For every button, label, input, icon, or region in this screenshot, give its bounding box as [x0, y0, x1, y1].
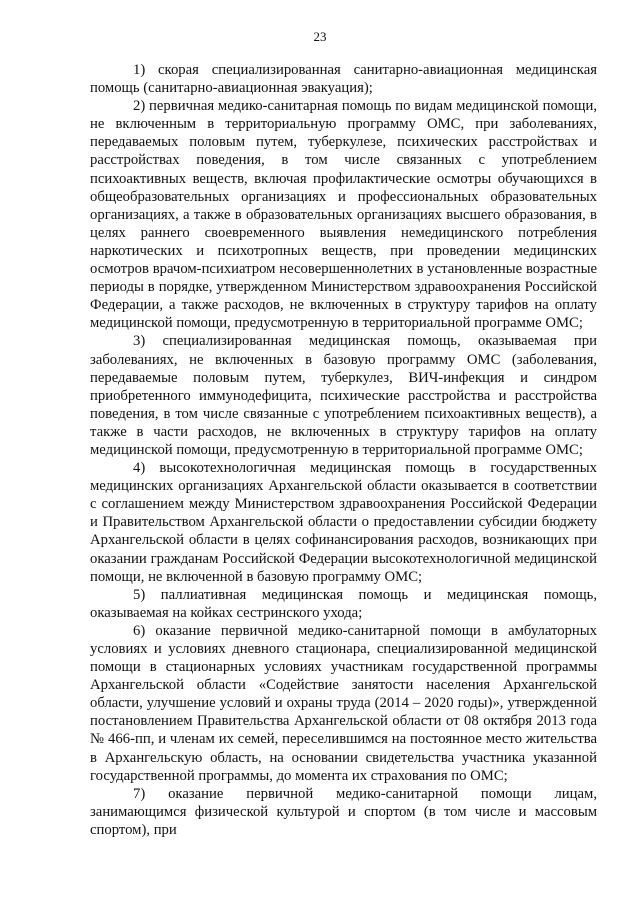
page-number: 23: [313, 29, 327, 44]
paragraph-item-7: 7) оказание первичной медико-санитарной помощи лицам, занимающимся физической культурой и спортом (в том числе и массовым спортом), при: [90, 785, 597, 838]
paragraph-item-5: 5) паллиативная медицинская помощь и медицинская помощь, оказываемая на койках сестринского ухода;: [90, 586, 597, 621]
paragraph-item-1: 1) скорая специализированная санитарно-авиационная медицинская помощь (санитарно-авиационная эвакуация);: [90, 62, 597, 97]
body-text: [90, 61, 597, 839]
paragraph-item-3: 3) специализированная медицинская помощь, оказываемая при заболеваниях, не включенных в базовую программу ОМС (заболевания, передаваемые половым путем, туберкулез, ВИЧ-инфекция и синдром приобретенного иммунодефицита, психические расстройства и расстройства поведения, в том числе связанные с употреблением психоактивных веществ), а также в части расходов, не включенных в структуру тарифов на оплату медицинской помощи, предусмотренную в территориальной программе ОМС;: [90, 333, 597, 458]
paragraph-item-6: 6) оказание первичной медико-санитарной помощи в амбулаторных условиях и условиях дневного стационара, специализированной медицинской помощи в стационарных условиях участникам государственной программы Архангельской области «Содействие занятости населения Архангельской области, улучшение условий и охраны труда (2014 – 2020 годы)», утвержденной постановлением Правительства Архангельской области от 08 октября 2013 года № 466-пп, и членам их семей, переселившимся на постоянное место жительства в Архангельскую область, на основании свидетельства участника указанной государственной программы, до момента их страхования по ОМС;: [90, 622, 597, 784]
paragraph-item-2: 2) первичная медико-санитарная помощь по видам медицинской помощи, не включенным в территориальную программу ОМС, при заболеваниях, передаваемых половым путем, туберкулезе, психических расстройствах и расстройствах поведения, в том числе связанных с употреблением психоактивных веществ, включая профилактические осмотры обучающихся в общеобразовательных организациях и профессиональных образовательных организациях, а также в образовательных организациях высшего образования, в целях раннего своевременного выявления немедицинского потребления наркотических и психотропных веществ, при проведении медицинских осмотров врачом-психиатром несовершеннолетних в установленные возрастные периоды в порядке, утвержденном Министерством здравоохранения Российской Федерации, а также расходов, не включенных в структуру тарифов на оплату медицинской помощи, предусмотренную в территориальной программе ОМС;: [90, 98, 597, 332]
paragraph-item-4: 4) высокотехнологичная медицинская помощь в государственных медицинских организациях Архангельской области оказывается в соответствии с соглашением между Министерством здравоохранения Российской Федерации и Правительством Архангельской области о предоставлении субсидии бюджету Архангельской области в целях софинансирования расходов, возникающих при оказании гражданам Российской Федерации высокотехнологичной медицинской помощи, не включенной в базовую программу ОМС;: [90, 460, 597, 585]
